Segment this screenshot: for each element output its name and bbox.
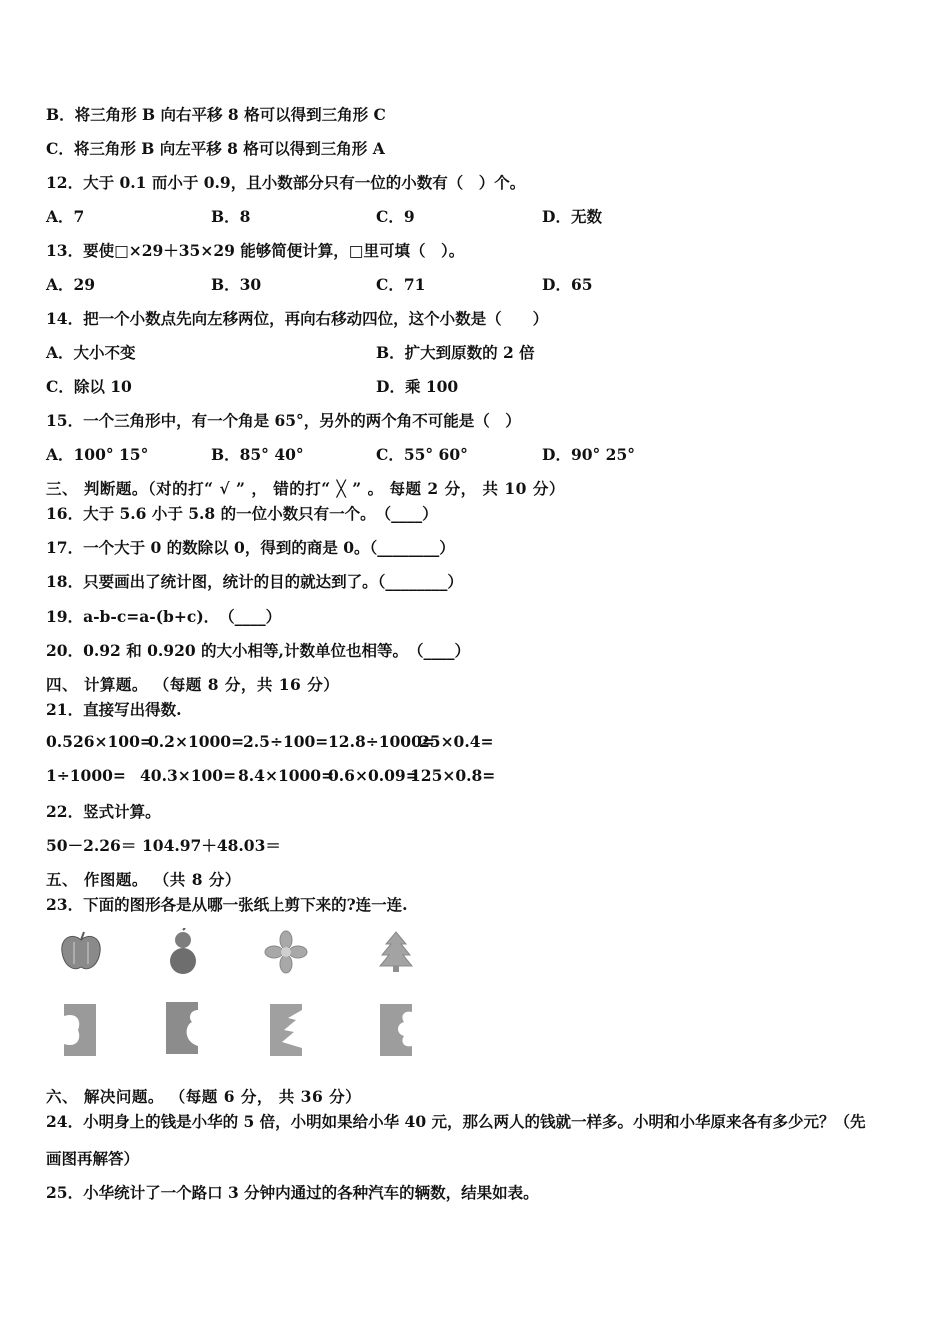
calc-item: 0.6×0.09=: [328, 766, 419, 785]
q14-option-c: C．除以 10: [46, 377, 132, 396]
q23-stem: 23．下面的图形各是从哪一张纸上剪下来的?连一连.: [46, 895, 408, 914]
q21-stem: 21．直接写出得数.: [46, 700, 182, 719]
calc-item: 125×0.8=: [410, 766, 496, 785]
q11-option-c: C．将三角形 B 向左平移 8 格可以得到三角形 A: [46, 139, 385, 158]
q15-option-a: A．100° 15°: [46, 445, 149, 464]
q15-option-b: B．85° 40°: [211, 445, 304, 464]
section-4-title: 四、 计算题。 （每题 8 分，共 16 分）: [46, 675, 340, 694]
calc-item: 1÷1000=: [46, 766, 126, 785]
section-3-title: 三、 判断题。（对的打“ √ ” ， 错的打“ ╳ ” 。 每题 2 分， 共 10 分）: [46, 479, 565, 498]
q13-stem: 13．要使□×29＋35×29 能够简便计算，□里可填（ ）。: [46, 241, 465, 260]
q15-option-c: C．55° 60°: [376, 445, 468, 464]
calc-item: 25×0.4=: [419, 732, 494, 751]
q12-option-a: A．7: [46, 207, 85, 226]
paper-tree-hole: [268, 1002, 304, 1058]
q12-option-b: B．8: [211, 207, 251, 226]
q14-option-b: B．扩大到原数的 2 倍: [376, 343, 535, 362]
q12-stem: 12．大于 0.1 而小于 0.9，且小数部分只有一位的小数有（ ）个。: [46, 173, 526, 192]
q12-option-c: C．9: [376, 207, 415, 226]
paper-flower-hole: [378, 1002, 414, 1058]
q14-option-d: D．乘 100: [376, 377, 459, 396]
q13-option-a: A．29: [46, 275, 96, 294]
calc-item: 12.8÷1000=: [328, 732, 435, 751]
q24-stem: 24．小明身上的钱是小华的 5 倍，小明如果给小华 40 元，那么两人的钱就一样多。小明和小华原来各有多少元？（先: [46, 1112, 866, 1131]
q13-option-b: B．30: [211, 275, 262, 294]
q15-stem: 15．一个三角形中，有一个角是 65°，另外的两个角不可能是（ ）: [46, 411, 521, 430]
q20: 20．0.92 和 0.920 的大小相等,计数单位也相等。 （____）: [46, 641, 470, 660]
section-5-title: 五、 作图题。 （共 8 分）: [46, 870, 241, 889]
flower-cutout: [264, 930, 308, 974]
section-6-title: 六、 解决问题。 （每题 6 分， 共 36 分）: [46, 1087, 362, 1106]
calc-item: 8.4×1000=: [238, 766, 335, 785]
calc-item: 0.2×1000=: [148, 732, 245, 751]
q19: 19．a-b-c=a-(b+c)． （____）: [46, 607, 282, 626]
q11-option-b: B．将三角形 B 向右平移 8 格可以得到三角形 C: [46, 105, 386, 124]
q13-option-c: C．71: [376, 275, 426, 294]
vertical-calc-item: 50－2.26＝: [46, 836, 137, 855]
q17: 17．一个大于 0 的数除以 0，得到的商是 0。（________）: [46, 538, 455, 557]
q12-option-d: D．无数: [542, 207, 602, 226]
q15-option-d: D．90° 25°: [542, 445, 635, 464]
gourd-cutout: [165, 928, 201, 976]
q25-stem: 25．小华统计了一个路口 3 分钟内通过的各种汽车的辆数，结果如表。: [46, 1183, 539, 1202]
q14-stem: 14．把一个小数点先向左移两位，再向右移动四位，这个小数是（ ）: [46, 309, 549, 328]
pine-tree-cutout: [376, 930, 416, 974]
paper-gourd-hole: [164, 1000, 200, 1056]
vertical-calc-item: 104.97＋48.03＝: [142, 836, 281, 855]
q16: 16．大于 5.6 小于 5.8 的一位小数只有一个。 （____）: [46, 504, 438, 523]
q24-stem-continued: 画图再解答）: [46, 1149, 140, 1168]
q13-option-d: D．65: [542, 275, 593, 294]
apple-cutout: [58, 930, 104, 974]
q14-option-a: A．大小不变: [46, 343, 136, 362]
calc-item: 2.5÷100=: [243, 732, 329, 751]
q18: 18．只要画出了统计图，统计的目的就达到了。（________）: [46, 572, 463, 591]
q22-stem: 22．竖式计算。: [46, 802, 161, 821]
paper-apple-hole: [62, 1002, 98, 1058]
calc-item: 0.526×100=: [46, 732, 153, 751]
calc-item: 40.3×100=: [140, 766, 237, 785]
